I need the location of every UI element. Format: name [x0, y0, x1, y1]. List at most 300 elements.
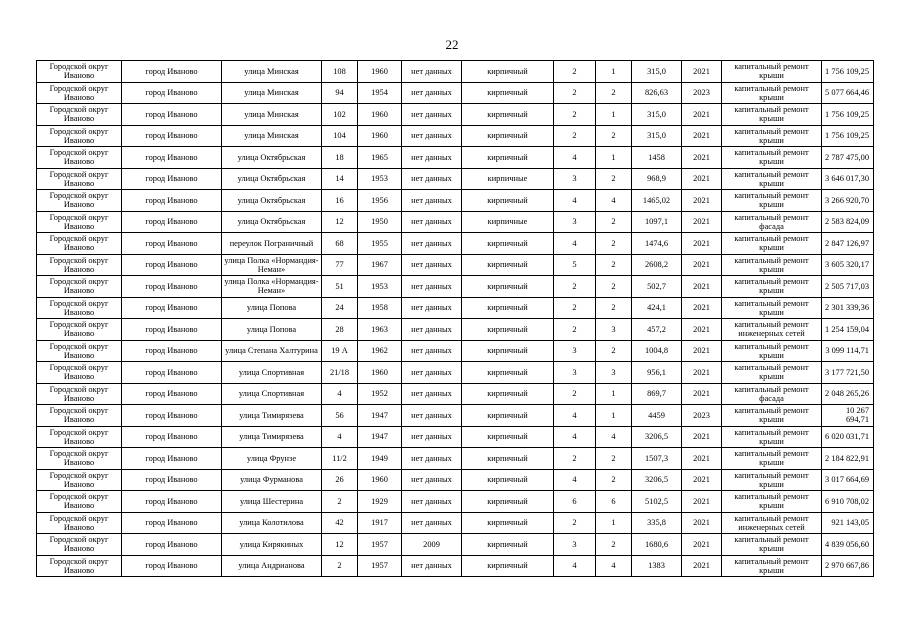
cell-wall-material: кирпичный: [462, 405, 554, 427]
cell-house-number: 102: [322, 104, 358, 126]
cell-municipality: Городской округ Иваново: [37, 254, 122, 276]
cell-repair-year: 2021: [682, 534, 722, 556]
cell-build-year: 1960: [358, 125, 402, 147]
cell-settlement: город Иваново: [122, 276, 222, 298]
cell-repair-type: капитальный ремонт фасада: [722, 383, 822, 405]
cell-cost: 2 505 717,03: [822, 276, 874, 298]
cell-floors: 4: [554, 426, 596, 448]
cell-repair-type: капитальный ремонт крыши: [722, 448, 822, 470]
cell-renovation-year: 2009: [402, 534, 462, 556]
cell-floors: 2: [554, 319, 596, 341]
cell-street: улица Минская: [222, 104, 322, 126]
cell-street: улица Колотилова: [222, 512, 322, 534]
cell-repair-type: капитальный ремонт крыши: [722, 534, 822, 556]
cell-repair-type: капитальный ремонт крыши: [722, 297, 822, 319]
cell-street: улица Тимирязева: [222, 405, 322, 427]
cell-build-year: 1949: [358, 448, 402, 470]
cell-municipality: Городской округ Иваново: [37, 82, 122, 104]
cell-build-year: 1953: [358, 276, 402, 298]
cell-cost: 921 143,05: [822, 512, 874, 534]
cell-municipality: Городской округ Иваново: [37, 512, 122, 534]
cell-repair-year: 2021: [682, 297, 722, 319]
cell-floors: 2: [554, 82, 596, 104]
cell-entrances: 2: [596, 82, 632, 104]
table-row: [37, 383, 874, 405]
cell-wall-material: кирпичный: [462, 340, 554, 362]
cell-cost: 2 970 667,86: [822, 555, 874, 577]
cell-area: 1383: [632, 555, 682, 577]
cell-wall-material: кирпичный: [462, 426, 554, 448]
cell-renovation-year: нет данных: [402, 469, 462, 491]
cell-settlement: город Иваново: [122, 340, 222, 362]
cell-renovation-year: нет данных: [402, 254, 462, 276]
cell-repair-type: капитальный ремонт крыши: [722, 254, 822, 276]
cell-entrances: 2: [596, 125, 632, 147]
cell-street: улица Фурманова: [222, 469, 322, 491]
cell-street: улица Минская: [222, 125, 322, 147]
cell-repair-year: 2021: [682, 276, 722, 298]
table-body: [37, 61, 874, 577]
table-row: [37, 319, 874, 341]
cell-build-year: 1963: [358, 319, 402, 341]
cell-build-year: 1947: [358, 405, 402, 427]
cell-renovation-year: нет данных: [402, 61, 462, 83]
cell-repair-type: капитальный ремонт инженерных сетей: [722, 512, 822, 534]
cell-repair-type: капитальный ремонт инженерных сетей: [722, 319, 822, 341]
cell-renovation-year: нет данных: [402, 383, 462, 405]
table-row: [37, 340, 874, 362]
cell-municipality: Городской округ Иваново: [37, 233, 122, 255]
cell-build-year: 1960: [358, 362, 402, 384]
cell-wall-material: кирпичный: [462, 319, 554, 341]
cell-cost: 2 847 126,97: [822, 233, 874, 255]
cell-house-number: 2: [322, 555, 358, 577]
cell-floors: 2: [554, 448, 596, 470]
cell-wall-material: кирпичные: [462, 168, 554, 190]
cell-repair-year: 2021: [682, 426, 722, 448]
cell-street: улица Октябрьская: [222, 147, 322, 169]
cell-repair-year: 2021: [682, 211, 722, 233]
cell-repair-year: 2021: [682, 168, 722, 190]
cell-street: улица Полка «Нормандия-Неман»: [222, 254, 322, 276]
cell-municipality: Городской округ Иваново: [37, 61, 122, 83]
cell-street: улица Кирякиных: [222, 534, 322, 556]
cell-street: улица Полка «Нормандия-Неман»: [222, 276, 322, 298]
cell-build-year: 1958: [358, 297, 402, 319]
cell-build-year: 1947: [358, 426, 402, 448]
table-row: [37, 254, 874, 276]
cell-wall-material: кирпичный: [462, 233, 554, 255]
cell-entrances: 3: [596, 362, 632, 384]
cell-repair-year: 2021: [682, 104, 722, 126]
cell-build-year: 1960: [358, 104, 402, 126]
cell-repair-type: капитальный ремонт крыши: [722, 405, 822, 427]
cell-floors: 2: [554, 297, 596, 319]
cell-entrances: 1: [596, 147, 632, 169]
cell-renovation-year: нет данных: [402, 125, 462, 147]
cell-build-year: 1952: [358, 383, 402, 405]
table-row: [37, 276, 874, 298]
cell-house-number: 51: [322, 276, 358, 298]
cell-street: улица Октябрьская: [222, 190, 322, 212]
cell-wall-material: кирпичный: [462, 104, 554, 126]
cell-floors: 2: [554, 125, 596, 147]
cell-area: 1507,3: [632, 448, 682, 470]
cell-build-year: 1950: [358, 211, 402, 233]
cell-entrances: 2: [596, 254, 632, 276]
cell-repair-type: капитальный ремонт крыши: [722, 233, 822, 255]
cell-floors: 3: [554, 362, 596, 384]
cell-build-year: 1917: [358, 512, 402, 534]
cell-municipality: Городской округ Иваново: [37, 190, 122, 212]
cell-settlement: город Иваново: [122, 362, 222, 384]
cell-settlement: город Иваново: [122, 426, 222, 448]
table-row: [37, 555, 874, 577]
cell-renovation-year: нет данных: [402, 168, 462, 190]
cell-floors: 4: [554, 405, 596, 427]
cell-settlement: город Иваново: [122, 383, 222, 405]
cell-cost: 2 301 339,36: [822, 297, 874, 319]
cell-entrances: 1: [596, 383, 632, 405]
table-row: [37, 211, 874, 233]
cell-entrances: 2: [596, 211, 632, 233]
cell-repair-year: 2021: [682, 340, 722, 362]
cell-renovation-year: нет данных: [402, 297, 462, 319]
cell-repair-year: 2021: [682, 469, 722, 491]
cell-wall-material: кирпичный: [462, 491, 554, 513]
cell-repair-year: 2021: [682, 125, 722, 147]
table-row: [37, 147, 874, 169]
cell-floors: 5: [554, 254, 596, 276]
cell-settlement: город Иваново: [122, 491, 222, 513]
cell-municipality: Городской округ Иваново: [37, 104, 122, 126]
cell-build-year: 1954: [358, 82, 402, 104]
cell-house-number: 2: [322, 491, 358, 513]
cell-floors: 6: [554, 491, 596, 513]
cell-repair-year: 2021: [682, 254, 722, 276]
cell-area: 335,8: [632, 512, 682, 534]
cell-street: улица Минская: [222, 82, 322, 104]
cell-house-number: 108: [322, 61, 358, 83]
table-row: [37, 512, 874, 534]
cell-repair-type: капитальный ремонт крыши: [722, 104, 822, 126]
cell-renovation-year: нет данных: [402, 190, 462, 212]
cell-entrances: 1: [596, 405, 632, 427]
cell-street: улица Октябрьская: [222, 168, 322, 190]
cell-municipality: Городской округ Иваново: [37, 297, 122, 319]
cell-house-number: 28: [322, 319, 358, 341]
cell-municipality: Городской округ Иваново: [37, 340, 122, 362]
cell-municipality: Городской округ Иваново: [37, 534, 122, 556]
cell-wall-material: кирпичный: [462, 254, 554, 276]
cell-build-year: 1965: [358, 147, 402, 169]
page-number: 22: [445, 37, 459, 52]
cell-entrances: 2: [596, 448, 632, 470]
cell-renovation-year: нет данных: [402, 555, 462, 577]
cell-entrances: 2: [596, 168, 632, 190]
cell-renovation-year: нет данных: [402, 233, 462, 255]
cell-repair-type: капитальный ремонт крыши: [722, 491, 822, 513]
cell-cost: 2 787 475,00: [822, 147, 874, 169]
cell-settlement: город Иваново: [122, 405, 222, 427]
cell-area: 1680,6: [632, 534, 682, 556]
cell-build-year: 1962: [358, 340, 402, 362]
table-row: [37, 426, 874, 448]
cell-renovation-year: нет данных: [402, 426, 462, 448]
cell-settlement: город Иваново: [122, 534, 222, 556]
table-row: [37, 104, 874, 126]
table-row: [37, 491, 874, 513]
cell-settlement: город Иваново: [122, 233, 222, 255]
cell-house-number: 11/2: [322, 448, 358, 470]
housing-repair-table: [36, 60, 874, 577]
cell-wall-material: кирпичный: [462, 276, 554, 298]
cell-wall-material: кирпичные: [462, 211, 554, 233]
cell-build-year: 1929: [358, 491, 402, 513]
cell-house-number: 16: [322, 190, 358, 212]
cell-renovation-year: нет данных: [402, 512, 462, 534]
cell-settlement: город Иваново: [122, 211, 222, 233]
cell-settlement: город Иваново: [122, 319, 222, 341]
cell-municipality: Городской округ Иваново: [37, 211, 122, 233]
cell-wall-material: кирпичный: [462, 383, 554, 405]
cell-repair-type: капитальный ремонт крыши: [722, 125, 822, 147]
cell-entrances: 1: [596, 61, 632, 83]
cell-entrances: 2: [596, 340, 632, 362]
cell-repair-year: 2021: [682, 190, 722, 212]
cell-renovation-year: нет данных: [402, 491, 462, 513]
cell-settlement: город Иваново: [122, 168, 222, 190]
cell-cost: 3 177 721,50: [822, 362, 874, 384]
cell-street: улица Степана Халтурина: [222, 340, 322, 362]
cell-area: 826,63: [632, 82, 682, 104]
cell-repair-year: 2021: [682, 319, 722, 341]
table-row: [37, 469, 874, 491]
cell-repair-year: 2021: [682, 491, 722, 513]
table-row: [37, 125, 874, 147]
cell-area: 869,7: [632, 383, 682, 405]
cell-street: улица Тимирязева: [222, 426, 322, 448]
cell-repair-year: 2023: [682, 405, 722, 427]
cell-settlement: город Иваново: [122, 448, 222, 470]
cell-entrances: 1: [596, 512, 632, 534]
cell-repair-type: капитальный ремонт крыши: [722, 276, 822, 298]
cell-house-number: 19 А: [322, 340, 358, 362]
cell-repair-type: капитальный ремонт крыши: [722, 190, 822, 212]
cell-settlement: город Иваново: [122, 61, 222, 83]
cell-house-number: 4: [322, 426, 358, 448]
cell-entrances: 2: [596, 469, 632, 491]
cell-area: 1458: [632, 147, 682, 169]
cell-cost: 3 266 920,70: [822, 190, 874, 212]
cell-settlement: город Иваново: [122, 190, 222, 212]
cell-floors: 3: [554, 534, 596, 556]
cell-cost: 4 839 056,60: [822, 534, 874, 556]
cell-municipality: Городской округ Иваново: [37, 168, 122, 190]
cell-build-year: 1967: [358, 254, 402, 276]
cell-cost: 2 048 265,26: [822, 383, 874, 405]
cell-repair-year: 2021: [682, 147, 722, 169]
cell-repair-type: капитальный ремонт крыши: [722, 555, 822, 577]
cell-municipality: Городской округ Иваново: [37, 362, 122, 384]
cell-municipality: Городской округ Иваново: [37, 319, 122, 341]
cell-house-number: 14: [322, 168, 358, 190]
cell-house-number: 21/18: [322, 362, 358, 384]
cell-street: переулок Пограничный: [222, 233, 322, 255]
cell-renovation-year: нет данных: [402, 319, 462, 341]
cell-repair-type: капитальный ремонт фасада: [722, 211, 822, 233]
cell-floors: 4: [554, 555, 596, 577]
cell-entrances: 2: [596, 233, 632, 255]
cell-street: улица Фрунзе: [222, 448, 322, 470]
cell-renovation-year: нет данных: [402, 448, 462, 470]
cell-area: 457,2: [632, 319, 682, 341]
cell-settlement: город Иваново: [122, 469, 222, 491]
cell-wall-material: кирпичный: [462, 512, 554, 534]
cell-floors: 4: [554, 469, 596, 491]
cell-municipality: Городской округ Иваново: [37, 426, 122, 448]
cell-house-number: 18: [322, 147, 358, 169]
cell-cost: 10 267 694,71: [822, 405, 874, 427]
cell-cost: 1 756 109,25: [822, 104, 874, 126]
cell-area: 968,9: [632, 168, 682, 190]
cell-entrances: 2: [596, 297, 632, 319]
cell-area: 3206,5: [632, 426, 682, 448]
cell-area: 502,7: [632, 276, 682, 298]
cell-cost: 1 756 109,25: [822, 125, 874, 147]
cell-municipality: Городской округ Иваново: [37, 125, 122, 147]
cell-floors: 3: [554, 168, 596, 190]
cell-house-number: 68: [322, 233, 358, 255]
cell-repair-type: капитальный ремонт крыши: [722, 340, 822, 362]
cell-renovation-year: нет данных: [402, 276, 462, 298]
cell-house-number: 56: [322, 405, 358, 427]
cell-floors: 4: [554, 147, 596, 169]
cell-municipality: Городской округ Иваново: [37, 491, 122, 513]
cell-repair-year: 2023: [682, 82, 722, 104]
cell-repair-type: капитальный ремонт крыши: [722, 362, 822, 384]
cell-cost: 5 077 664,46: [822, 82, 874, 104]
cell-cost: 3 646 017,30: [822, 168, 874, 190]
table-row: [37, 534, 874, 556]
cell-repair-year: 2021: [682, 383, 722, 405]
table-row: [37, 405, 874, 427]
cell-entrances: 3: [596, 319, 632, 341]
cell-municipality: Городской округ Иваново: [37, 555, 122, 577]
cell-build-year: 1956: [358, 190, 402, 212]
cell-area: 3206,5: [632, 469, 682, 491]
cell-repair-year: 2021: [682, 61, 722, 83]
table-row: [37, 362, 874, 384]
cell-cost: 2 184 822,91: [822, 448, 874, 470]
cell-street: улица Попова: [222, 319, 322, 341]
cell-floors: 2: [554, 383, 596, 405]
cell-repair-type: капитальный ремонт крыши: [722, 147, 822, 169]
table-row: [37, 233, 874, 255]
cell-street: улица Минская: [222, 61, 322, 83]
cell-settlement: город Иваново: [122, 555, 222, 577]
table-row: [37, 448, 874, 470]
cell-entrances: 2: [596, 276, 632, 298]
cell-wall-material: кирпичный: [462, 297, 554, 319]
cell-cost: 1 254 159,04: [822, 319, 874, 341]
cell-build-year: 1960: [358, 61, 402, 83]
cell-settlement: город Иваново: [122, 147, 222, 169]
table-row: [37, 297, 874, 319]
cell-wall-material: кирпичный: [462, 82, 554, 104]
cell-repair-year: 2021: [682, 362, 722, 384]
cell-repair-type: капитальный ремонт крыши: [722, 82, 822, 104]
cell-area: 315,0: [632, 61, 682, 83]
cell-settlement: город Иваново: [122, 254, 222, 276]
cell-settlement: город Иваново: [122, 297, 222, 319]
cell-area: 315,0: [632, 125, 682, 147]
cell-floors: 3: [554, 211, 596, 233]
cell-renovation-year: нет данных: [402, 362, 462, 384]
cell-wall-material: кирпичный: [462, 147, 554, 169]
cell-house-number: 104: [322, 125, 358, 147]
cell-area: 1465,02: [632, 190, 682, 212]
cell-house-number: 12: [322, 534, 358, 556]
cell-wall-material: кирпичный: [462, 469, 554, 491]
cell-build-year: 1957: [358, 555, 402, 577]
cell-entrances: 6: [596, 491, 632, 513]
cell-cost: 3 099 114,71: [822, 340, 874, 362]
cell-street: улица Спортивная: [222, 383, 322, 405]
cell-renovation-year: нет данных: [402, 104, 462, 126]
cell-wall-material: кирпичный: [462, 555, 554, 577]
cell-area: 1097,1: [632, 211, 682, 233]
cell-cost: 3 605 320,17: [822, 254, 874, 276]
cell-floors: 4: [554, 190, 596, 212]
cell-repair-type: капитальный ремонт крыши: [722, 61, 822, 83]
cell-house-number: 12: [322, 211, 358, 233]
cell-repair-type: капитальный ремонт крыши: [722, 426, 822, 448]
cell-repair-year: 2021: [682, 555, 722, 577]
cell-renovation-year: нет данных: [402, 211, 462, 233]
cell-wall-material: кирпичный: [462, 534, 554, 556]
cell-cost: 6 020 031,71: [822, 426, 874, 448]
cell-area: 424,1: [632, 297, 682, 319]
cell-area: 1474,6: [632, 233, 682, 255]
cell-settlement: город Иваново: [122, 512, 222, 534]
cell-repair-year: 2021: [682, 233, 722, 255]
cell-municipality: Городской округ Иваново: [37, 383, 122, 405]
cell-area: 4459: [632, 405, 682, 427]
cell-house-number: 4: [322, 383, 358, 405]
cell-settlement: город Иваново: [122, 82, 222, 104]
cell-renovation-year: нет данных: [402, 340, 462, 362]
cell-build-year: 1955: [358, 233, 402, 255]
cell-house-number: 94: [322, 82, 358, 104]
cell-repair-type: капитальный ремонт крыши: [722, 168, 822, 190]
cell-floors: 3: [554, 340, 596, 362]
cell-wall-material: кирпичный: [462, 362, 554, 384]
cell-floors: 2: [554, 276, 596, 298]
cell-house-number: 24: [322, 297, 358, 319]
cell-repair-type: капитальный ремонт крыши: [722, 469, 822, 491]
cell-cost: 2 583 824,09: [822, 211, 874, 233]
cell-house-number: 77: [322, 254, 358, 276]
cell-renovation-year: нет данных: [402, 405, 462, 427]
cell-cost: 1 756 109,25: [822, 61, 874, 83]
cell-house-number: 26: [322, 469, 358, 491]
cell-area: 956,1: [632, 362, 682, 384]
table-row: [37, 190, 874, 212]
cell-entrances: 4: [596, 426, 632, 448]
cell-street: улица Попова: [222, 297, 322, 319]
cell-wall-material: кирпичный: [462, 448, 554, 470]
